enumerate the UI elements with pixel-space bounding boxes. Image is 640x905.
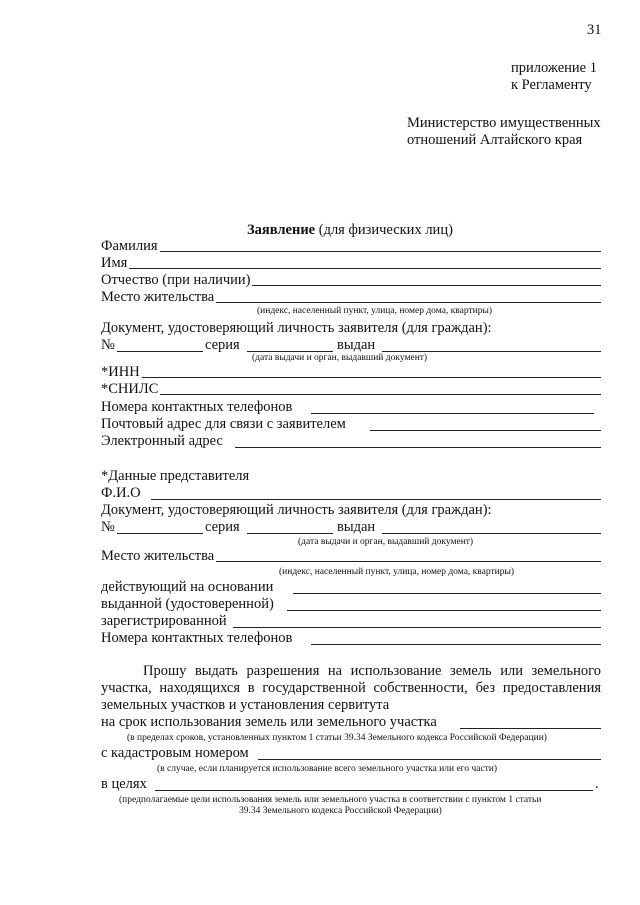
representative-residence-field[interactable] bbox=[216, 561, 601, 562]
cadastral-label: с кадастровым номером bbox=[101, 745, 249, 761]
inn-row bbox=[101, 364, 601, 381]
request-paragraph-line-2: участка, находящихся в государственной собственности, без предоставления bbox=[101, 680, 601, 696]
term-hint: (в пределах сроков, установленных пунктом 1 статьи 39.34 Земельного кодекса Российской Федерации) bbox=[127, 733, 547, 743]
applicant-phones-label: Номера контактных телефонов bbox=[101, 399, 293, 415]
request-paragraph-line-3: земельных участков и установления сервитута bbox=[101, 697, 390, 713]
cadastral-hint: (в случае, если планируется использование всего земельного участка или его части) bbox=[157, 764, 498, 774]
applicant-doc-no-label: № bbox=[101, 337, 115, 353]
representative-doc-no-field[interactable] bbox=[117, 533, 203, 534]
applicant-doc-series-field[interactable] bbox=[247, 351, 333, 352]
surname-row bbox=[101, 238, 601, 255]
representative-doc-hint: (дата выдачи и орган, выдавший документ) bbox=[298, 537, 474, 547]
representative-doc-issued-field[interactable] bbox=[382, 533, 601, 534]
postal-address-label: Почтовый адрес для связи с заявителем bbox=[101, 416, 346, 432]
representative-phones-label: Номера контактных телефонов bbox=[101, 630, 293, 646]
snils-field[interactable] bbox=[160, 394, 601, 395]
inn-field[interactable] bbox=[142, 377, 601, 378]
residence-label: Место жительства bbox=[101, 289, 215, 305]
representative-residence-label: Место жительства bbox=[101, 548, 215, 564]
registered-field[interactable] bbox=[233, 627, 601, 628]
postal-address-field[interactable] bbox=[370, 430, 601, 431]
patronymic-label: Отчество (при наличии) bbox=[101, 272, 251, 288]
representative-residence-hint: (индекс, населенный пункт, улица, номер дома, квартиры) bbox=[279, 567, 515, 577]
surname-label: Фамилия bbox=[101, 238, 158, 254]
representative-phones-field[interactable] bbox=[311, 644, 601, 645]
patronymic-field[interactable] bbox=[252, 285, 601, 286]
term-field[interactable] bbox=[460, 728, 601, 729]
applicant-doc-no-field[interactable] bbox=[117, 351, 203, 352]
applicant-doc-series-label: серия bbox=[205, 337, 240, 353]
purpose-hint-line-1: (предполагаемые цели использования земель или земельного участка в соответствии с пунктом 1 статьи bbox=[119, 795, 542, 805]
form-title-bold: Заявление bbox=[247, 222, 316, 238]
name-label: Имя bbox=[101, 255, 128, 271]
representative-residence-row bbox=[101, 548, 601, 565]
appendix-line-2: к Регламенту bbox=[511, 77, 592, 93]
applicant-doc-heading: Документ, удостоверяющий личность заявителя (для граждан): bbox=[101, 320, 492, 336]
representative-fio-label: Ф.И.О bbox=[101, 485, 141, 501]
applicant-doc-issued-field[interactable] bbox=[382, 351, 601, 352]
representative-doc-series-label: серия bbox=[205, 519, 240, 535]
surname-field[interactable] bbox=[160, 251, 602, 252]
residence-field[interactable] bbox=[216, 302, 601, 303]
name-row bbox=[101, 255, 601, 272]
name-field[interactable] bbox=[129, 268, 601, 269]
issued-by-label: выданной (удостоверенной) bbox=[101, 596, 274, 612]
appendix-line-1: приложение 1 bbox=[511, 60, 597, 76]
applicant-doc-issued-label: выдан bbox=[337, 337, 376, 353]
cadastral-field[interactable] bbox=[258, 759, 601, 760]
residence-hint: (индекс, населенный пункт, улица, номер дома, квартиры) bbox=[257, 306, 493, 316]
basis-label: действующий на основании bbox=[101, 579, 274, 595]
snils-row bbox=[101, 381, 601, 398]
applicant-phones-field[interactable] bbox=[311, 413, 594, 414]
term-label: на срок использования земель или земельного участка bbox=[101, 714, 437, 730]
request-paragraph-line-1: Прошу выдать разрешения на использование земель или земельного bbox=[143, 663, 601, 679]
representative-doc-series-field[interactable] bbox=[247, 533, 333, 534]
representative-doc-issued-label: выдан bbox=[337, 519, 376, 535]
issued-by-field[interactable] bbox=[287, 610, 601, 611]
registered-label: зарегистрированной bbox=[101, 613, 227, 629]
form-title-rest: (для физических лиц) bbox=[315, 222, 453, 238]
purpose-end-period: . bbox=[595, 776, 599, 792]
applicant-doc-hint: (дата выдачи и орган, выдавший документ) bbox=[252, 353, 428, 363]
residence-row bbox=[101, 289, 601, 306]
recipient-line-1: Министерство имущественных bbox=[407, 115, 601, 131]
representative-doc-no-label: № bbox=[101, 519, 115, 535]
purpose-hint-line-2: 39.34 Земельного кодекса Российской Федерации) bbox=[239, 806, 442, 816]
email-field[interactable] bbox=[235, 447, 601, 448]
inn-label: *ИНН bbox=[101, 364, 140, 380]
patronymic-row bbox=[101, 272, 601, 289]
representative-doc-heading: Документ, удостоверяющий личность заявителя (для граждан): bbox=[101, 502, 492, 518]
representative-heading: *Данные представителя bbox=[101, 468, 250, 484]
email-label: Электронный адрес bbox=[101, 433, 223, 449]
page-number: 31 bbox=[587, 22, 602, 38]
basis-field[interactable] bbox=[293, 593, 601, 594]
purpose-field[interactable] bbox=[155, 790, 593, 791]
representative-fio-field[interactable] bbox=[151, 499, 601, 500]
form-title bbox=[247, 222, 453, 239]
purpose-label: в целях bbox=[101, 776, 147, 792]
recipient-line-2: отношений Алтайского края bbox=[407, 132, 583, 148]
snils-label: *СНИЛС bbox=[101, 381, 159, 397]
